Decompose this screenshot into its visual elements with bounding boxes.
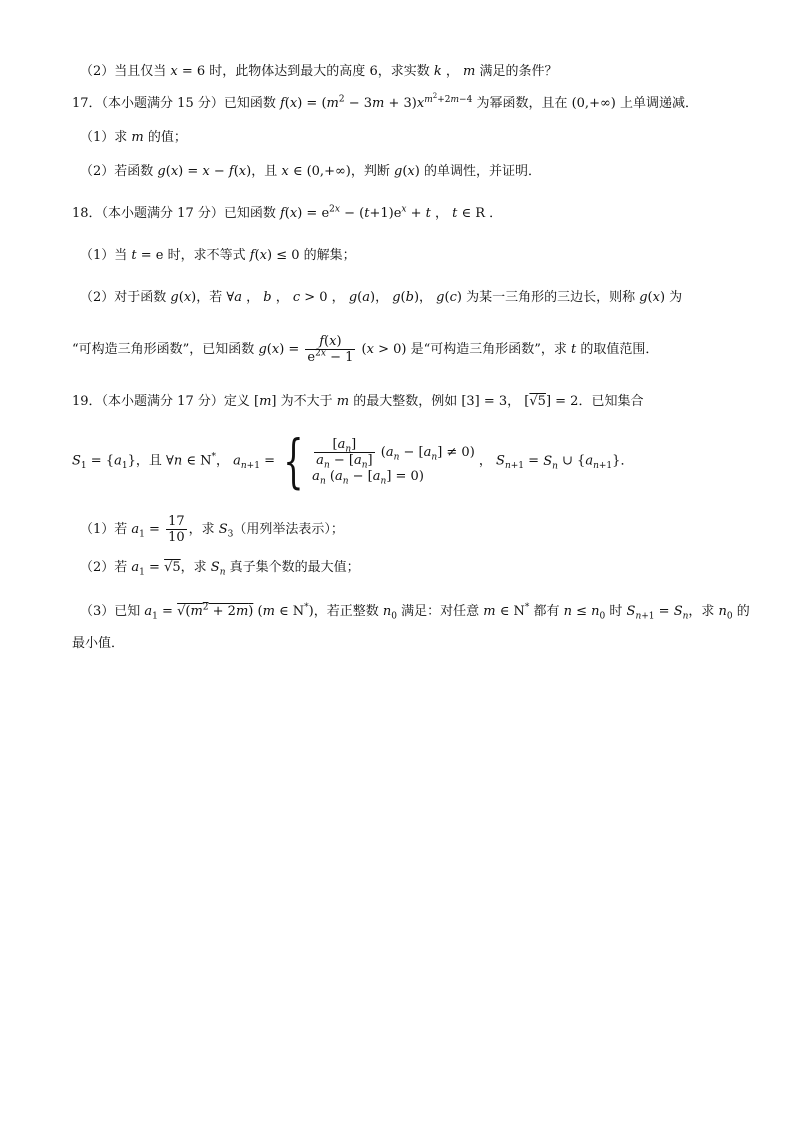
q19-part1: （1）若 $a_1$ = $\frac{17}{10}$ ，求 $S_3$（用列举法表示）；	[80, 514, 344, 545]
q19-stem-a: 19．（本小题满分 17 分）定义 [m] 为不大于 m 的最大整数，例如 [3] = 3， [√5] = 2．已知集合	[72, 394, 644, 409]
q17-part1: （1）求 m 的值；	[80, 130, 187, 145]
fraction: $\frac{f(x)}{e^{2x} - 1}$	[307, 334, 354, 365]
q19-part3-a: （3）已知 $a_1 = √(m^2 + 2m)$ (m ∈ N*)，若正整数 $n_0$ 满足：对任意 m ∈ N* 都有 $n \le n_0$ 时 $S_{n+1} = S_n$，求 $n_0$ 的	[80, 602, 750, 622]
q18-part2-a: （2）对于函数 g(x)，若 ∀a ， b ， c > 0 ， g(a)， g(b)， g(c) 为某一三角形的三边长，则称 g(x) 为	[80, 290, 683, 305]
q18-stem: 18．（本小题满分 17 分）已知函数 $f(x) = e^{2x} - (t+1)e^x + t$ ， t ∈ R ．	[72, 204, 503, 221]
q19-part3-b: 最小值．	[72, 636, 125, 651]
q18-part2-b: “可构造三角形函数”，已知函数 g(x) = $\frac{f(x)}{e^{2x} - 1}$ (x > 0) 是“可构造三角形函数”，求 t 的取值范围．	[72, 334, 659, 365]
q19-part2: （2）若 $a_1 = √5$，求 $S_n$ 真子集个数的最大值；	[80, 560, 360, 578]
piecewise: $\frac{[a_n]}{a_n - [a_n]}$ $(a_n - [a_n] \ne 0)$ $a_n$ $(a_n - [a_n] = 0)$	[312, 436, 475, 487]
q17-stem: 17．（本小题满分 15 分）已知函数 $f(x) = (m^2 - 3m + 3)x^{m^2+2m-4}$ 为幂函数，且在 (0,+∞) 上单调递减．	[72, 91, 698, 111]
q17-part2: （2）若函数 g(x) = x − f(x)，且 x ∈ (0,+∞)，判断 g(x) 的单调性，并证明．	[80, 164, 541, 179]
q18-part1: （1）当 t = e 时，求不等式 f(x) ≤ 0 的解集；	[80, 248, 356, 263]
q19-stem-b: $S_1 = \{a_1\}$，且 ∀n ∈ N*， $a_{n+1}$ = { $\frac{[a_n]}{a_n - [a_n]}$ $(a_n - [a_n] \ne 0)$ $a_n$ $(a_n - [a_n] = 0)$ ， $S_{n+1} = S_n$ ∪ $\{a_{n+1}\}$．	[72, 427, 634, 495]
q16-part2: （2）当且仅当 x = 6 时，此物体达到最大的高度 6，求实数 k ， m 满足的条件？	[80, 64, 558, 79]
